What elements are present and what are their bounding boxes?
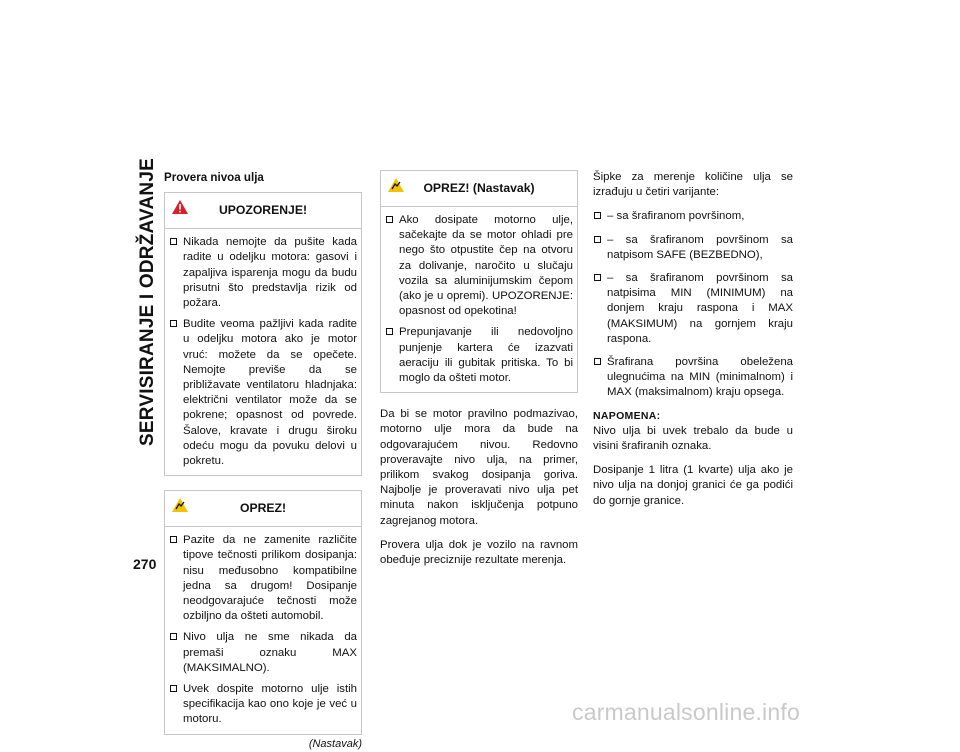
warning-header (165, 193, 361, 229)
paragraph: Da bi se motor pravilno podmazivao, motorno ulje mora da bude na odgovarajućem nivou. Redovno proveravajte nivo ulja, na primer, prilikom svakog dosipanja goriva. Najbolje je proveravati nivo ulja pet minuta nakon isključenja potpuno zagrejanog motora. (380, 408, 578, 527)
checkbox-square-icon (594, 274, 601, 281)
list-item: – sa šrafiranom površinom sa natpisima MIN (MINIMUM) na donjem kraju raspona i MAX (MAKSIMUM) na gornjem kraju raspona. (593, 271, 793, 347)
continued-label: (Nastavak) (308, 737, 362, 750)
checkbox-square-icon (170, 536, 177, 543)
list-item: Pazite da ne zamenite različite tipove tečnosti prilikom dosipanja: nisu međusobno kompatibilne jedna sa drugom! Dosipanje neodgovarajuće tečnosti može ozbiljno da ošteti automobil. (169, 533, 357, 624)
list-item: Budite veoma pažljivi kada radite u odeljku motora ako je motor vruć: možete da se opečete. Nemojte previše da se približavate ventilatoru hladnjaka: električni ventilator može da se pokrene; opasnost od povrede. Šalove, kravate i drugu široku odeću mogu da povuku delovi u pokretu. (169, 317, 357, 469)
caution-body (165, 527, 361, 733)
section-heading: Provera nivoa ulja (164, 171, 264, 184)
checkbox-square-icon (170, 320, 177, 327)
caution-box (164, 490, 362, 734)
caution-triangle-icon (171, 497, 189, 513)
watermark-text: carmanualsonline.info (572, 699, 800, 725)
list-item: Prepunjavanje ili nedovoljno punjenje kartera će izazvati aeraciju ili gubitak pritiska. To bi moglo da ošteti motor. (385, 325, 573, 386)
caution-title: OPREZ! (239, 501, 287, 516)
column-2 (380, 170, 578, 577)
section-title (128, 158, 168, 446)
final-paragraph: Dosipanje 1 litra (1 kvarte) ulja ako je nivo ulja na donjoj granici će ga podići do gornje granice. (593, 464, 793, 507)
column-3 (593, 170, 793, 518)
caution-continued-body (381, 207, 577, 392)
list-item: Nikada nemojte da pušite kada radite u odeljku motora: gasovi i zapaljiva isparenja mogu da budu prisutni što predstavlja rizik od požara. (169, 235, 357, 311)
page-number: 270 (133, 556, 157, 572)
checkbox-square-icon (386, 328, 393, 335)
caution-header (165, 491, 361, 527)
checkbox-square-icon (170, 685, 177, 692)
list-item: Uvek dospite motorno ulje istih specifikacija kao ono koje je već u motoru. (169, 682, 357, 728)
checkbox-square-icon (386, 216, 393, 223)
list-item: Ako dosipate motorno ulje, sačekajte da se motor ohladi pre nego što otpustite čep na otvoru za dolivanje, naročito u slučaju vozila sa aluminijumskim čepom (ako je u opremi). UPOZORENJE: opasnost od opekotina! (385, 213, 573, 319)
section-title-text: SERVISIRANJE I ODRŽAVANJE (137, 158, 158, 446)
list-item: – sa šrafiranom površinom sa natpisom SAFE (BEZBEDNO), (593, 233, 793, 263)
checkbox-square-icon (594, 236, 601, 243)
dipstick-intro: Šipke za merenje količine ulja se izrađuju u četiri varijante: (593, 171, 793, 199)
warning-body (165, 229, 361, 475)
caution-triangle-icon (387, 177, 405, 193)
warning-triangle-icon (171, 199, 189, 215)
list-item: Šrafirana površina obeležena ulegnućima na MIN (minimalnom) i MAX (maksimalnom) kraju opsega. (593, 355, 793, 401)
checkbox-square-icon (170, 633, 177, 640)
checkbox-square-icon (594, 212, 601, 219)
checkbox-square-icon (170, 238, 177, 245)
column-1 (164, 170, 362, 752)
caution-continued-title: OPREZ! (Nastavak) (423, 180, 535, 195)
list-item: – sa šrafiranom površinom, (593, 209, 793, 224)
note-text: Nivo ulja bi uvek trebalo da bude u visini šrafiranih oznaka. (593, 424, 793, 453)
list-item: Nivo ulja ne sme nikada da premaši oznaku MAX (MAKSIMALNO). (169, 630, 357, 676)
caution-continued-header (381, 171, 577, 207)
paragraph: Provera ulja dok je vozilo na ravnom obeđuje preciznije rezultate merenja. (380, 538, 578, 567)
caution-continued-box (380, 170, 578, 393)
note-heading: NAPOMENA: (593, 409, 661, 422)
warning-title: UPOZORENJE! (218, 203, 308, 218)
warning-box (164, 192, 362, 476)
checkbox-square-icon (594, 358, 601, 365)
